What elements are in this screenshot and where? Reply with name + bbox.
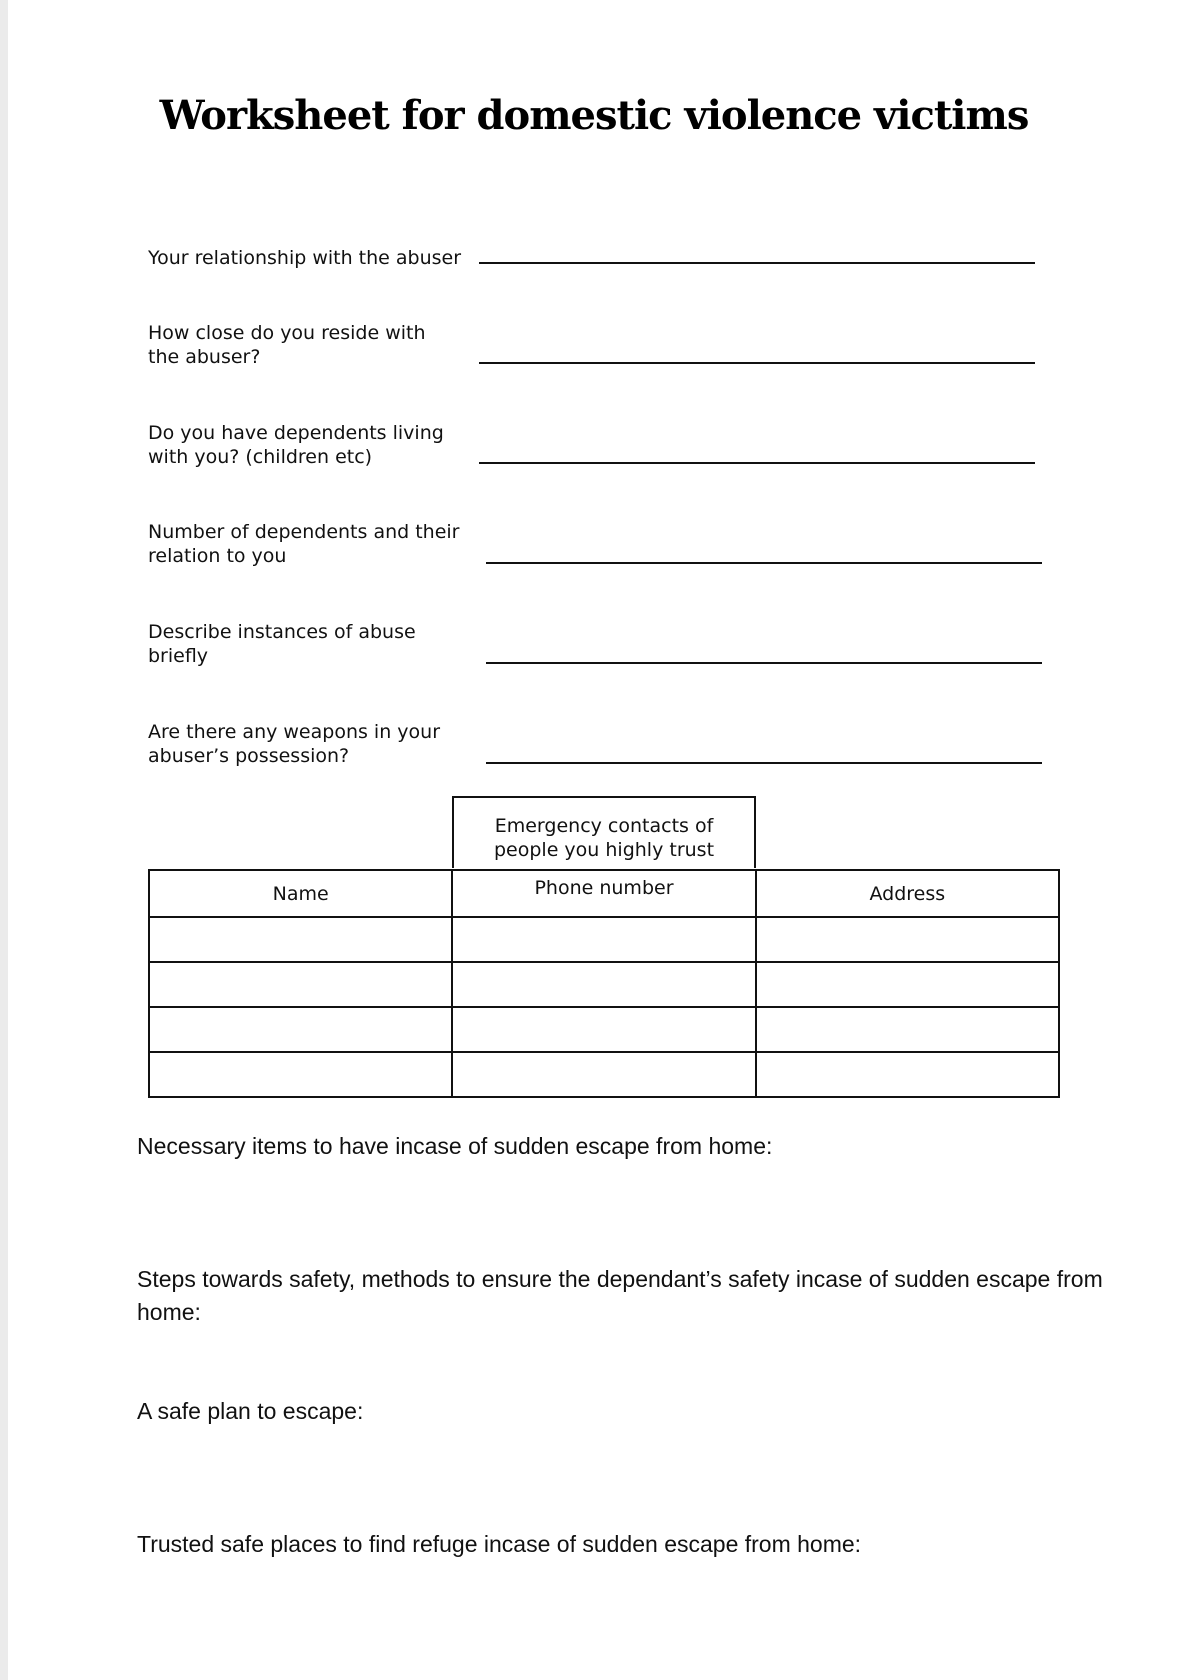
- name-cell[interactable]: [149, 962, 452, 1007]
- emergency-contacts-table: [148, 869, 1060, 1098]
- table-row: [149, 1052, 1059, 1097]
- answer-line-abuse-instances[interactable]: [486, 662, 1042, 664]
- question-dependents-count-label: Number of dependents and their relation to you: [148, 521, 460, 567]
- table-row: [149, 1007, 1059, 1052]
- answer-line-dependents[interactable]: [479, 462, 1035, 464]
- question-weapons-label: Are there any weapons in your abuser’s possession?: [148, 721, 441, 767]
- column-header-address: Address: [756, 870, 1059, 917]
- question-abuse-instances-label: Describe instances of abuse briefly: [148, 621, 416, 667]
- address-cell[interactable]: [756, 917, 1059, 962]
- table-row: [149, 917, 1059, 962]
- section-trusted-safe-places: Trusted safe places to find refuge incase of sudden escape from home:: [137, 1531, 862, 1557]
- address-cell[interactable]: [756, 1052, 1059, 1097]
- address-cell[interactable]: [756, 962, 1059, 1007]
- phone-cell[interactable]: [452, 917, 755, 962]
- table-header-row: [149, 870, 1059, 917]
- phone-cell[interactable]: [452, 1007, 755, 1052]
- answer-line-relationship[interactable]: [479, 262, 1035, 264]
- section-necessary-items: Necessary items to have incase of sudden escape from home:: [137, 1133, 773, 1159]
- question-residence-label: How close do you reside with the abuser?: [148, 322, 426, 368]
- answer-line-weapons[interactable]: [486, 762, 1042, 764]
- question-relationship-label: Your relationship with the abuser: [148, 247, 462, 269]
- page-edge: [0, 0, 8, 1680]
- answer-line-dependents-count[interactable]: [486, 562, 1042, 564]
- address-cell[interactable]: [756, 1007, 1059, 1052]
- column-header-phone: Phone number: [452, 870, 755, 917]
- phone-cell[interactable]: [452, 962, 755, 1007]
- column-header-name: Name: [149, 870, 452, 917]
- section-steps-towards-safety: Steps towards safety, methods to ensure the dependant’s safety incase of sudden escape from home:: [137, 1266, 1103, 1325]
- phone-cell[interactable]: [452, 1052, 755, 1097]
- answer-line-residence[interactable]: [479, 362, 1035, 364]
- contacts-table-caption: Emergency contacts of people you highly trust: [452, 796, 756, 868]
- page-title: Worksheet for domestic violence victims: [159, 92, 1029, 139]
- table-row: [149, 962, 1059, 1007]
- name-cell[interactable]: [149, 1007, 452, 1052]
- name-cell[interactable]: [149, 917, 452, 962]
- section-safe-escape-plan: A safe plan to escape:: [137, 1398, 364, 1424]
- name-cell[interactable]: [149, 1052, 452, 1097]
- question-dependents-label: Do you have dependents living with you? (children etc): [148, 422, 444, 468]
